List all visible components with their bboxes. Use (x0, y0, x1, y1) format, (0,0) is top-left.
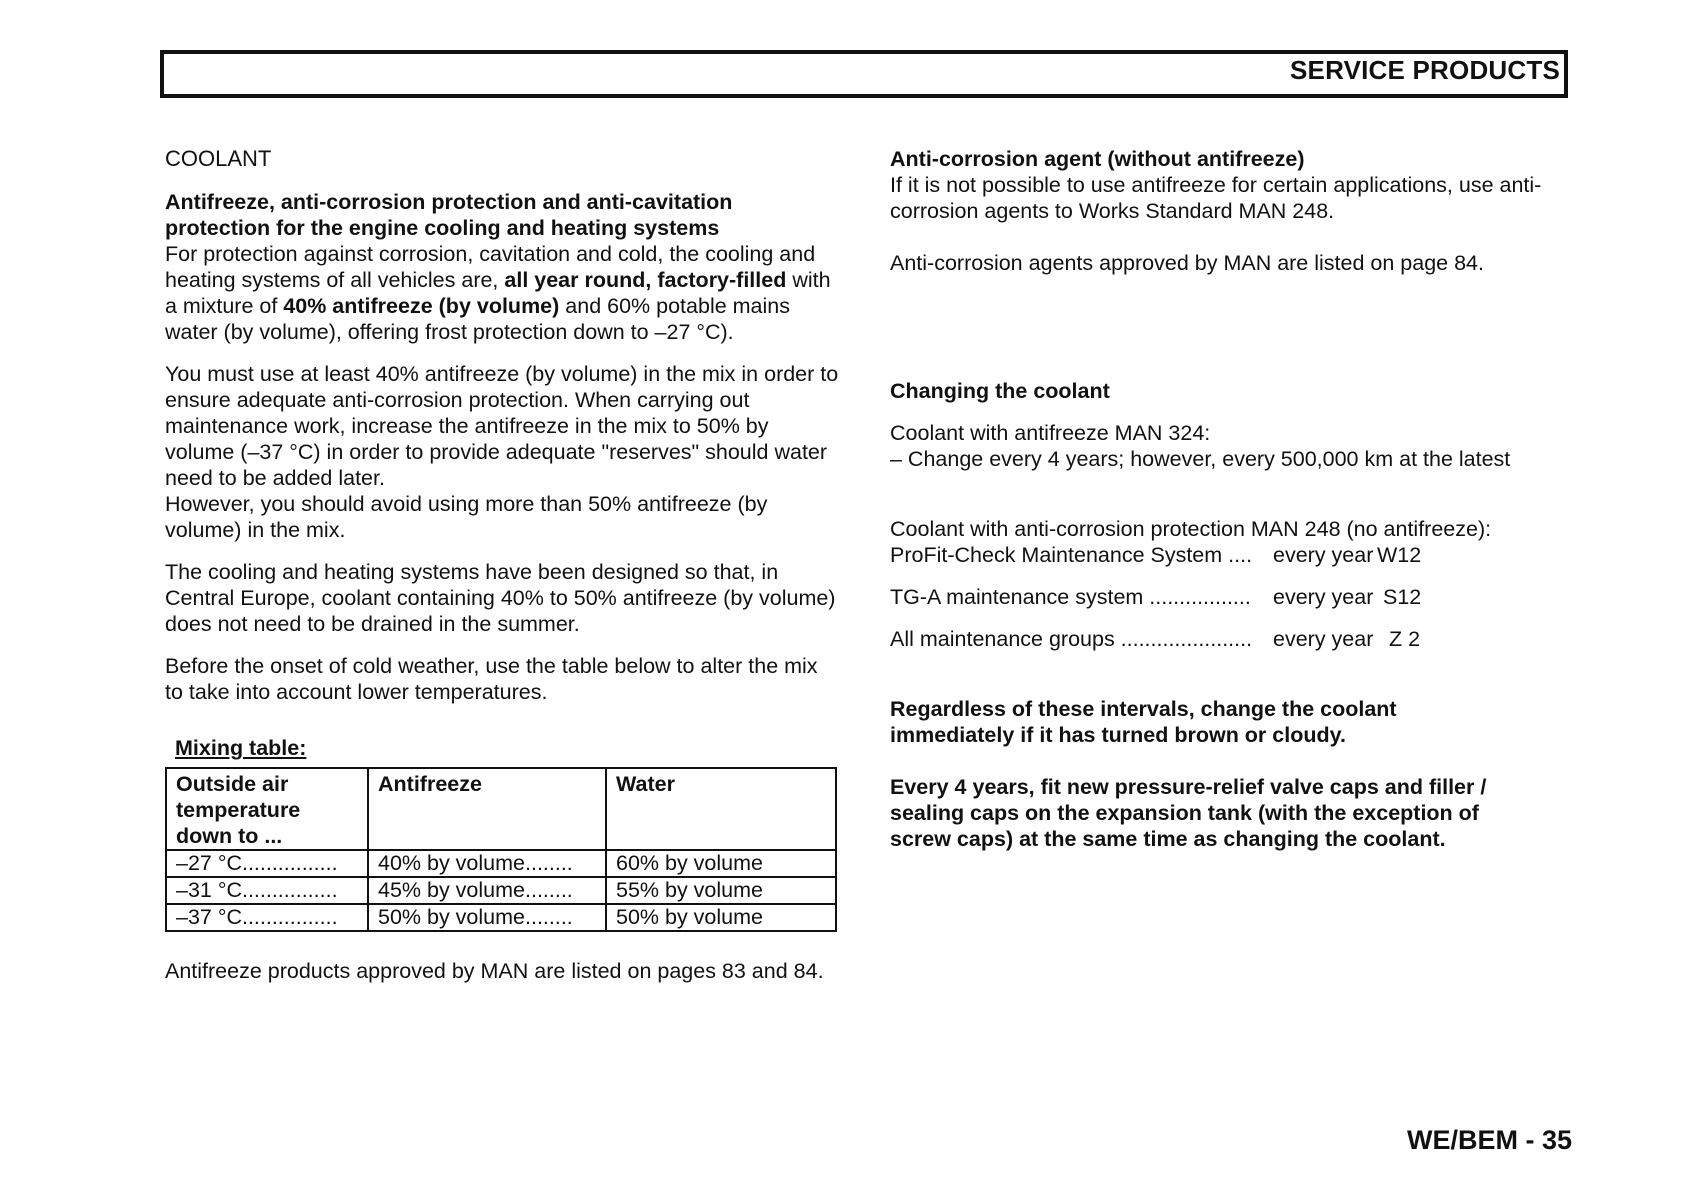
interval-row (890, 626, 1580, 652)
table-header-row (166, 768, 836, 850)
intro-text-1: For protection against corrosion, cavitation and cold, the cooling and heating systems of all vehicles are, (165, 242, 816, 292)
paragraph-max-antifreeze: However, you should avoid using more than 50% antifreeze (by volume) in the mix. (165, 492, 768, 542)
table-cell: 40% by volume........ (368, 850, 606, 877)
table-row (166, 904, 836, 931)
interval-label: All maintenance groups ...................... (890, 627, 1253, 651)
intro-text-3: and 60% potable mains water (by volume), offering frost protection down to –27 °C). (165, 294, 790, 344)
interval-row (890, 584, 1580, 610)
interval-frequency: every year (1273, 585, 1374, 609)
coolant-subtitle: Antifreeze, anti-corrosion protection and anti-cavitation protection for the engine cooling and heating systems (165, 190, 733, 240)
interval-frequency: every year (1273, 543, 1374, 567)
table-cell: 60% by volume (606, 850, 836, 877)
page-header (160, 50, 1568, 98)
interval-frequency: every year (1273, 627, 1374, 651)
antifreeze-footnote: Antifreeze products approved by MAN are listed on pages 83 and 84. (165, 959, 824, 983)
table-row (166, 877, 836, 904)
table-row (166, 850, 836, 877)
coolant-324-heading: Coolant with antifreeze MAN 324: (890, 421, 1211, 445)
interval-row (890, 542, 1580, 568)
coolant-248-heading: Coolant with anti-corrosion protection MAN 248 (no antifreeze): (890, 517, 1492, 541)
table-header-cell: Antifreeze (368, 768, 606, 850)
mixing-table (165, 767, 837, 932)
interval-label: ProFit-Check Maintenance System .... (890, 543, 1253, 567)
table-cell: –27 °C................ (166, 850, 368, 877)
anti-corrosion-title: Anti-corrosion agent (without antifreeze) (890, 147, 1305, 171)
intro-text-2: with a mixture of (165, 268, 831, 318)
intro-paragraph (165, 241, 840, 345)
anti-corrosion-text: If it is not possible to use antifreeze for certain applications, use anti-corrosion agents to Works Standard MAN 248. (890, 173, 1542, 223)
header-title: SERVICE PRODUCTS (1290, 55, 1560, 85)
table-header-cell: Water (606, 768, 836, 850)
mixing-table-title: Mixing table: (175, 736, 307, 760)
interval-code: W12 (1377, 543, 1422, 567)
table-cell: 55% by volume (606, 877, 836, 904)
section-title: COOLANT (165, 146, 272, 171)
page-number: WE/BEM - 35 (1406, 1125, 1572, 1155)
table-cell: 50% by volume (606, 904, 836, 931)
right-column (890, 146, 1580, 852)
anti-corrosion-approved: Anti-corrosion agents approved by MAN are listed on page 84. (890, 251, 1484, 275)
coolant-324-item: – Change every 4 years; however, every 500,000 km at the latest (890, 447, 1511, 471)
table-header-cell: Outside air temperature down to ... (166, 768, 368, 850)
changing-coolant-title: Changing the coolant (890, 379, 1110, 403)
table-cell: –31 °C................ (166, 877, 368, 904)
left-column (165, 146, 840, 984)
table-cell: 45% by volume........ (368, 877, 606, 904)
interval-code: S12 (1383, 585, 1422, 609)
interval-label: TG-A maintenance system ................. (890, 585, 1251, 609)
intro-bold-1: all year round, factory-filled (504, 268, 787, 292)
paragraph-cold-weather: Before the onset of cold weather, use the table below to alter the mix to take into account lower temperatures. (165, 654, 818, 704)
brown-cloudy-warning: Regardless of these intervals, change the coolant immediately if it has turned brown or cloudy. (890, 697, 1397, 747)
paragraph-summer: The cooling and heating systems have been designed so that, in Central Europe, coolant containing 40% to 50% antifreeze (by volume) does not need to be drained in the summer. (165, 560, 836, 636)
paragraph-min-antifreeze: You must use at least 40% antifreeze (by volume) in the mix in order to ensure adequate anti-corrosion protection. When carrying out maintenance work, increase the antifreeze in the mix to 50% by volume (–37 °C) in order to provide adequate "reserves" should water need to be added later. (165, 362, 839, 490)
table-cell: 50% by volume........ (368, 904, 606, 931)
caps-replacement-note: Every 4 years, fit new pressure-relief valve caps and filler / sealing caps on the expansion tank (with the exception of screw caps) at the same time as changing the coolant. (890, 775, 1487, 851)
intro-bold-2: 40% antifreeze (by volume) (283, 294, 560, 318)
interval-code: Z 2 (1389, 627, 1421, 651)
table-cell: –37 °C................ (166, 904, 368, 931)
